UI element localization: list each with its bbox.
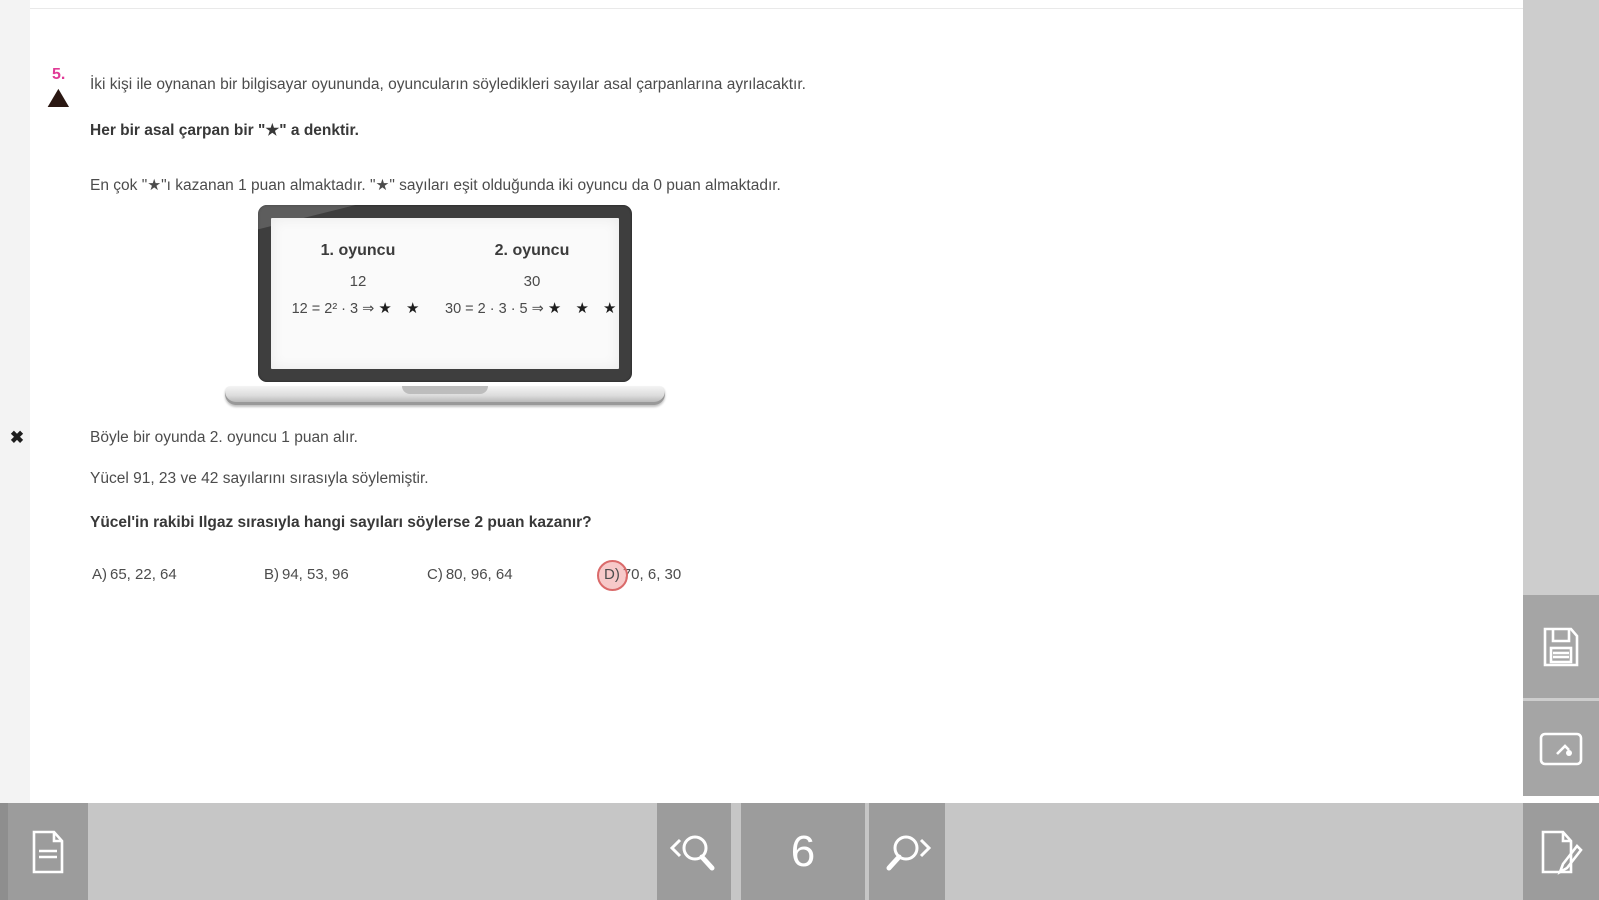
option-a-values: 65, 22, 64 — [110, 566, 177, 583]
next-page-button[interactable] — [869, 803, 945, 900]
player2-title: 2. oyuncu — [494, 242, 570, 259]
laptop-bezel — [258, 205, 632, 382]
page-number-display — [741, 803, 865, 900]
page-number: 6 — [790, 826, 816, 876]
option-a[interactable] — [92, 566, 177, 583]
player1-equation-text: 12 = 2² · 3 ⇒ — [291, 301, 375, 317]
player2-equation — [445, 299, 622, 317]
bottom-toolbar — [0, 803, 1599, 900]
given-numbers-text: Yücel 91, 23 ve 42 sayılarını sırasıyla söylemiştir. — [90, 470, 429, 487]
edit-page-icon — [1539, 828, 1583, 876]
prev-page-button[interactable] — [657, 803, 731, 900]
option-c-values: 80, 96, 64 — [445, 566, 513, 583]
player1-title: 1. oyuncu — [320, 242, 396, 259]
player2-number: 30 — [523, 273, 541, 290]
image-tool-button[interactable] — [1523, 701, 1599, 796]
option-b-label: B) — [264, 566, 279, 583]
player2-equation-text: 30 = 2 · 3 · 5 ⇒ — [445, 301, 544, 317]
right-sidebar — [1523, 0, 1599, 796]
player1-equation — [271, 299, 445, 317]
image-tool-icon — [1539, 732, 1583, 766]
laptop-base — [225, 386, 665, 405]
pages-icon — [31, 829, 65, 875]
pages-panel-button[interactable] — [8, 803, 88, 900]
option-c-label: C) — [427, 566, 443, 583]
question-rule-bold-text: Her bir asal çarpan bir "★" a denktir. — [90, 122, 359, 139]
document-page — [30, 0, 1523, 803]
laptop-illustration — [225, 205, 665, 405]
question-number: 5. — [52, 66, 66, 83]
example-result-text: Böyle bir oyunda 2. oyuncu 1 puan alır. — [90, 429, 358, 446]
player2-column — [445, 218, 622, 369]
left-rail — [0, 0, 30, 803]
option-b-values: 94, 53, 96 — [282, 566, 349, 583]
player2-stars: ★ ★ ★ — [547, 300, 622, 317]
magnifier-right-icon — [881, 828, 933, 876]
option-d-label: D) — [604, 566, 620, 583]
edit-page-button[interactable] — [1523, 803, 1599, 900]
option-b[interactable] — [264, 566, 349, 583]
toolbar-edge-strip — [0, 803, 8, 900]
option-d-values: 70, 6, 30 — [622, 566, 682, 583]
question-prompt-text: Yücel'in rakibi Ilgaz sırasıyla hangi sayıları söylerse 2 puan kazanır? — [90, 514, 592, 531]
page-top-divider — [30, 8, 1523, 9]
difficulty-triangle-icon: ▲ — [40, 79, 77, 114]
player1-column — [271, 218, 445, 369]
laptop-screen — [271, 218, 622, 369]
magnifier-left-icon — [668, 828, 720, 876]
player1-stars: ★ ★ — [378, 300, 425, 317]
player1-number: 12 — [349, 273, 367, 290]
close-icon[interactable]: ✖ — [5, 426, 29, 450]
save-icon — [1542, 626, 1580, 668]
option-a-label: A) — [92, 566, 107, 583]
save-button[interactable] — [1523, 595, 1599, 698]
question-intro-text: İki kişi ile oynanan bir bilgisayar oyununda, oyuncuların söyledikleri sayılar asal çarpanlarına ayrılacaktır. — [90, 76, 806, 93]
question-rule-detail-text: En çok "★"ı kazanan 1 puan almaktadır. "★" sayıları eşit olduğunda iki oyuncu da 0 puan almaktadır. — [90, 177, 781, 194]
laptop-hinge-notch — [402, 386, 488, 394]
option-c[interactable] — [427, 566, 513, 583]
option-d[interactable] — [604, 566, 681, 583]
